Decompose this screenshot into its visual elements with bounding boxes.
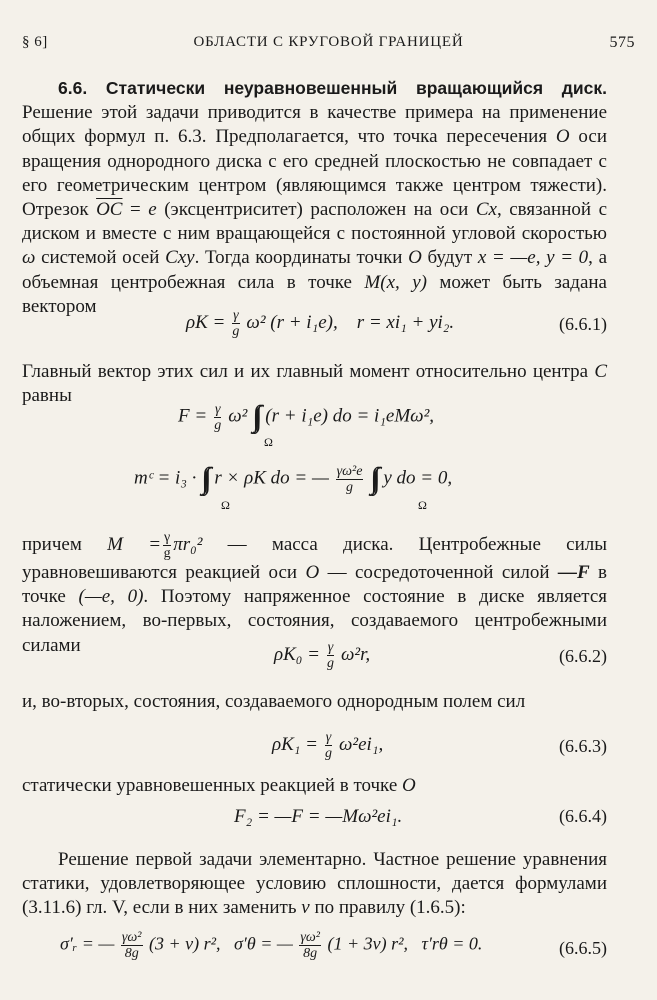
equation-number: (6.6.4) — [559, 806, 607, 826]
integral-region: Ω — [418, 498, 427, 512]
equation-6-6-1: ρK = $\frac{\gamma}{g}$ ω² (r + i₁e), r = xi₁ + yi₂. — [186, 308, 455, 339]
paragraph-second-state: и, во-вторых, состояния, создаваемого однородным полем сил — [22, 691, 526, 712]
integral-region: Ω — [264, 435, 273, 449]
section-mark: § 6] — [22, 34, 48, 50]
equation-6-6-5: σ′ᵣ = — $\frac{\text{γω²}}{8g}$ (3 + ν) r², σ′θ = — $\frac{\text{γω²}}{8g}$ (1 + 3ν) r², τ′rθ = 0. — [60, 930, 483, 961]
double-integral-sign: ∫∫ — [201, 462, 206, 495]
section-heading: 6.6. Статически неуравновешенный вращающийся диск. — [58, 78, 607, 98]
equation-6-6-3: ρK₁ = $\frac{\gamma}{g}$ ω²ei₁, — [272, 730, 384, 761]
paragraph-reaction: статически уравновешенных реакцией в точке O — [22, 775, 416, 796]
equation-6-6-4: F₂ = —F = —Mω²ei₁. — [234, 806, 403, 827]
equation-main-vector: F = $\frac{\gamma}{g}$ ω² ∫∫ (r + i₁e) do = i₁eMω², — [178, 400, 435, 433]
paragraph-solution: Решение первой задачи элементарно. Частное решение уравнения статики, удовлетворяющее условию сплошности, дается формулами (3.11.6) гл. V, если в них заменить ν по правилу (1.6.5): — [22, 849, 607, 919]
page-number: 575 — [609, 34, 635, 51]
fraction: $\frac{\gamma}{g}$ — [232, 308, 240, 339]
integral-region: Ω — [221, 498, 230, 512]
running-title: ОБЛАСТИ С КРУГОВОЙ ГРАНИЦЕЙ — [193, 34, 464, 50]
double-integral-sign: ∫∫ — [370, 462, 375, 495]
paragraph-main-vector: Главный вектор этих сил и их главный момент относительно центра C равны — [22, 361, 607, 407]
paragraph-intro: 6.6. Статически неуравновешенный вращающийся диск. Решение этой задачи приводится в качестве примера на применение общих формул п. 6.3. Предполагается, что точка пересечения O оси вращения однородного диска с его средней плоскостью не совпадает с его геометрическим центром (являющимся также центром тяжести). Отрезок $\overline{OC} = e$ (эксцентриситет) расположен на оси Cx, связанной с диском и вместе с ним вращающейся с постоянной угловой скоростью ω системой осей Cxy. Тогда координаты точки O будут x = —e, y = 0, а объемная центробежная сила в точке M(x, y) может быть задана вектором — [22, 78, 608, 317]
equation-main-moment: mᶜ = i₃ · ∫∫ r × ρK do = — $\frac{\text{γω²e}}{g}$ ∫∫ y do = 0, — [134, 462, 453, 495]
equation-6-6-2: ρK₀ = $\frac{\gamma}{g}$ ω²r, — [274, 640, 371, 671]
equation-number: (6.6.5) — [559, 938, 607, 958]
equation-number: (6.6.2) — [559, 646, 607, 666]
equation-number: (6.6.1) — [559, 314, 607, 334]
double-integral-sign: ∫∫ — [252, 400, 257, 433]
paragraph-mass: причем M = $\frac{\gamma}{g}$ πr₀² — масса диска. Центробежные силы уравновешиваются реакцией оси O — сосредоточенной силой —F в точке (—e, 0). Поэтому напряженное состояние в диске является наложением, во-первых, состояния, создаваемого центробежными силами — [22, 530, 607, 656]
running-header — [22, 34, 635, 56]
equation-number: (6.6.3) — [559, 736, 607, 756]
